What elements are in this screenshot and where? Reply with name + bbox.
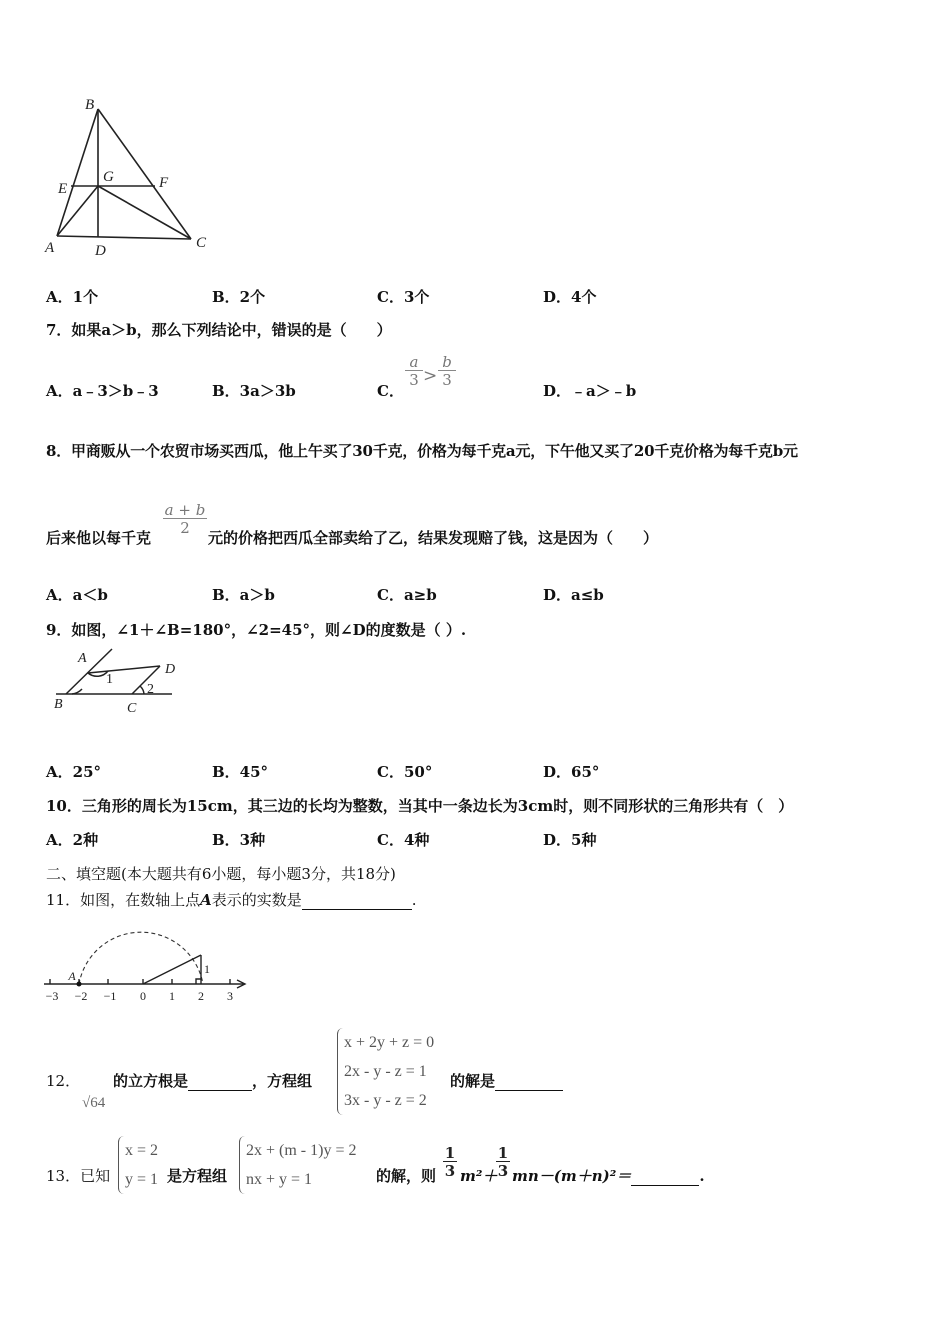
q7-c-gt-sign: > xyxy=(423,366,438,386)
q8-stem-pre: 后来他以每千克 xyxy=(46,529,152,547)
q7-option-a[interactable]: A．a﹣3＞b﹣3 xyxy=(46,382,159,400)
q9-label-d: D xyxy=(165,662,176,677)
height-label: 1 xyxy=(204,962,210,976)
q7-c-fraction-right: b 3 xyxy=(438,354,456,389)
q13-sol-x: x = 2 xyxy=(125,1142,159,1159)
label-c: C xyxy=(196,235,207,251)
q7-stem: 7．如果a＞b，那么下列结论中，错误的是（ ） xyxy=(46,321,392,339)
tick-3: 3 xyxy=(227,989,233,1003)
tick-1: 1 xyxy=(169,989,175,1003)
q6-option-a[interactable]: A．1个 xyxy=(46,288,99,306)
label-a: A xyxy=(45,240,55,256)
q13-solution xyxy=(118,1136,158,1194)
q9-option-c[interactable]: C．50° xyxy=(377,763,433,781)
q6-option-d[interactable]: D．4个 xyxy=(543,288,597,306)
q9-label-b: B xyxy=(54,697,63,712)
number-line-figure xyxy=(40,915,255,1005)
q13-end: . xyxy=(699,1167,705,1185)
q13-system xyxy=(239,1136,356,1194)
q13-sol-y: y = 1 xyxy=(125,1171,159,1188)
q8-stem-post: 元的价格把西瓜全部卖给了乙，结果发现赔了钱，这是因为（ ） xyxy=(208,529,659,547)
q7-option-d[interactable]: D．﹣a＞﹣b xyxy=(543,382,637,400)
q10-stem: 10．三角形的周长为15cm，其三边的长均为整数，当其中一条边长为3cm时，则不同形状的三角形共有（ ） xyxy=(46,797,794,815)
q13-fraction-2: 1 3 xyxy=(497,1144,509,1180)
q12-text2: ，方程组 xyxy=(252,1072,313,1090)
q9-option-d[interactable]: D．65° xyxy=(543,763,600,781)
q13-term1: m²＋ xyxy=(460,1167,498,1185)
q6-option-b[interactable]: B．2个 xyxy=(212,288,266,306)
q9-label-c: C xyxy=(127,701,137,716)
q13-term2: mn－(m＋n)²＝ xyxy=(512,1167,632,1185)
parallelogram-figure xyxy=(48,645,188,720)
q13-pre: 13．已知 xyxy=(46,1167,111,1185)
q10-option-d[interactable]: D．5种 xyxy=(543,831,597,849)
label-f: F xyxy=(159,175,169,191)
q11-end: . xyxy=(411,891,417,909)
q11-stem-pre: 11．如图，在数轴上点 xyxy=(46,891,201,909)
q12-radical: √64 xyxy=(82,1095,106,1111)
tick-neg2: −2 xyxy=(74,989,88,1003)
q8-option-c[interactable]: C．a≥b xyxy=(377,586,437,604)
q13-eq-2: nx + y = 1 xyxy=(246,1171,313,1188)
q12-number: 12． xyxy=(46,1072,81,1090)
q12-eq-1: x + 2y + z = 0 xyxy=(344,1034,435,1051)
q8-option-b[interactable]: B．a＞b xyxy=(212,586,275,604)
label-e: E xyxy=(58,181,68,197)
q10-option-c[interactable]: C．4种 xyxy=(377,831,430,849)
q7-option-b[interactable]: B．3a＞3b xyxy=(212,382,296,400)
q9-option-a[interactable]: A．25° xyxy=(46,763,102,781)
label-b: B xyxy=(85,97,95,113)
q12-text xyxy=(113,1070,312,1091)
q12-blank-2[interactable] xyxy=(495,1090,563,1091)
q11-stem xyxy=(46,889,417,910)
q11-answer-blank[interactable] xyxy=(302,909,412,910)
triangle-figure xyxy=(40,92,220,262)
tick-2: 2 xyxy=(198,989,204,1003)
q11-stem-post: 表示的实数是 xyxy=(211,891,302,909)
tick-0: 0 xyxy=(140,989,146,1003)
q8-stem-line1: 8．甲商贩从一个农贸市场买西瓜，他上午买了30千克，价格为每千克a元，下午他又买了20千克价格为每千克b元 xyxy=(46,442,798,460)
q12-text1: 的立方根是 xyxy=(113,1072,189,1090)
q8-option-a[interactable]: A．a＜b xyxy=(46,586,108,604)
q13-blank[interactable] xyxy=(631,1185,699,1186)
q10-option-a[interactable]: A．2种 xyxy=(46,831,99,849)
q12-eq-2: 2x - y - z = 1 xyxy=(344,1063,427,1080)
q8-option-d[interactable]: D．a≤b xyxy=(543,586,604,604)
q9-label-a: A xyxy=(78,651,87,666)
q13-fraction-1: 1 3 xyxy=(444,1144,456,1180)
q11-point: A xyxy=(200,891,212,909)
label-d: D xyxy=(95,243,106,259)
q7-c-fraction-left: a 3 xyxy=(405,354,423,389)
q9-option-b[interactable]: B．45° xyxy=(212,763,269,781)
q13-mid: 是方程组 xyxy=(167,1167,228,1185)
q13-term2-row xyxy=(512,1165,705,1186)
q8-fraction: a + b 2 xyxy=(164,501,206,537)
q12-system xyxy=(337,1028,434,1115)
point-a-label: A xyxy=(68,969,76,983)
q9-label-1: 1 xyxy=(106,672,113,687)
section-title: 二、填空题(本大题共有6小题，每小题3分，共18分) xyxy=(46,865,396,883)
q10-option-b[interactable]: B．3种 xyxy=(212,831,266,849)
label-g: G xyxy=(103,169,114,185)
q12-text3: 的解是 xyxy=(450,1072,496,1090)
q9-label-2: 2 xyxy=(147,682,154,697)
q12-text3-row xyxy=(450,1070,563,1091)
q6-option-c[interactable]: C．3个 xyxy=(377,288,430,306)
q7-option-c[interactable]: C． xyxy=(377,382,404,400)
q12-blank-1[interactable] xyxy=(188,1090,252,1091)
q12-eq-3: 3x - y - z = 2 xyxy=(344,1092,427,1109)
q13-eq-1: 2x + (m - 1)y = 2 xyxy=(246,1142,357,1159)
q9-stem: 9．如图，∠1＋∠B=180°，∠2=45°，则∠D的度数是（ ）. xyxy=(46,621,467,639)
q13-text-after: 的解，则 xyxy=(376,1167,437,1185)
tick-neg3: −3 xyxy=(45,989,59,1003)
tick-neg1: −1 xyxy=(103,989,117,1003)
